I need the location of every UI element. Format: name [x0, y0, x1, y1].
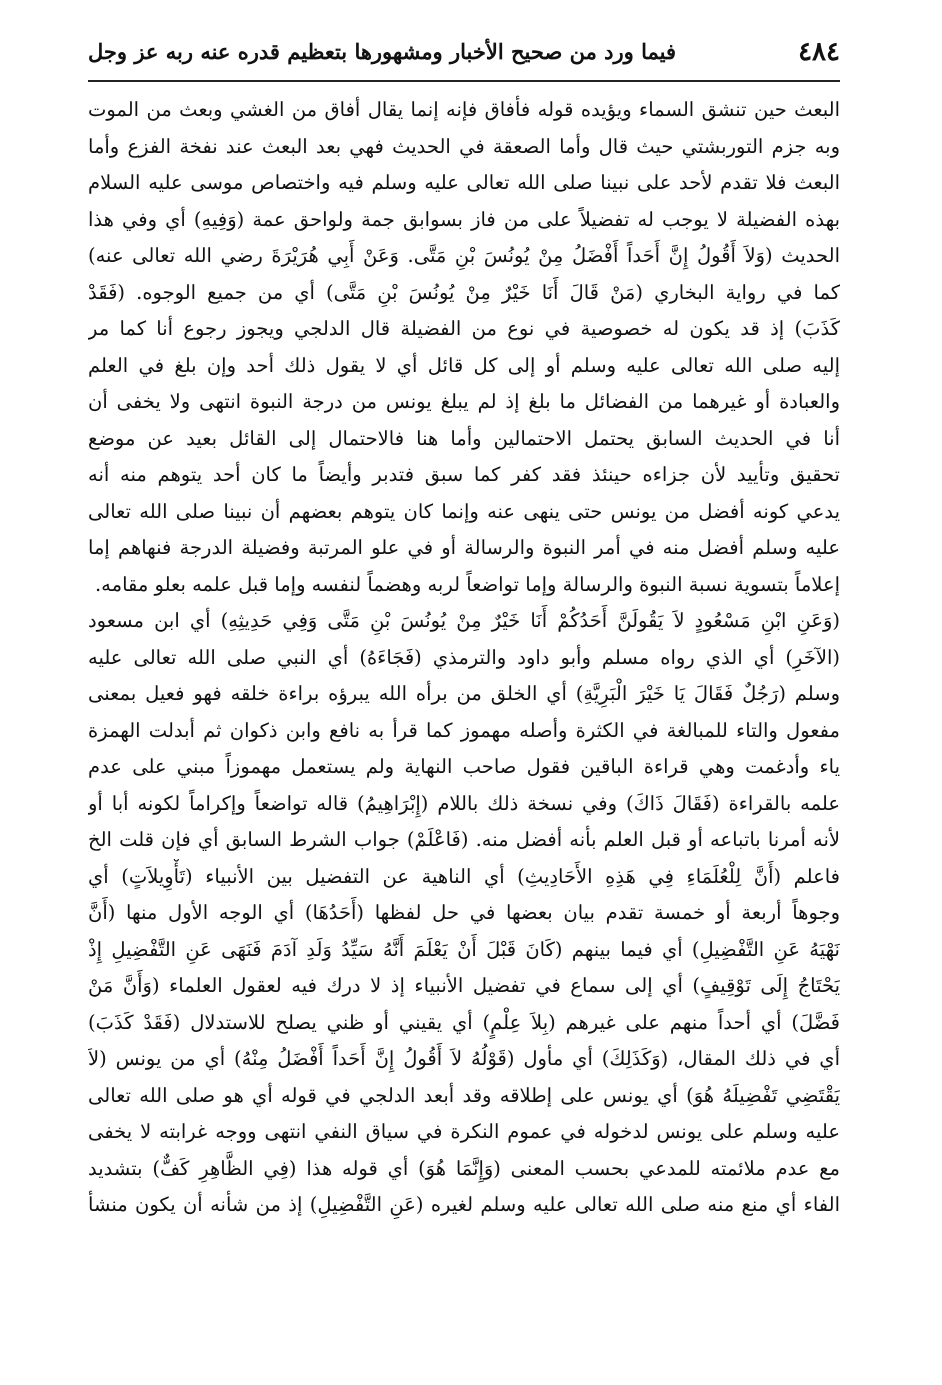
text-line: البعث حين تنشق السماء ويؤيده قوله فأفاق فإنه إنما يقال أفاق من الغشي وبعث من الموت	[88, 98, 840, 121]
text-line: كَذَبَ) إذ قد يكون له خصوصية في نوع من الفضيلة قال الدلجي ويجوز رجوع أنا كما مر	[88, 317, 840, 340]
text-line: عليه وسلم أفضل منه في أمر النبوة والرسالة أو في علو المرتبة وفضيلة الدرجة فنهاهم إما	[88, 536, 840, 559]
text-line: وبه جزم التوربشتي حيث قال وأما الصعقة في الحديث فهي بعد البعث عند نفخة الفزع وأما	[88, 134, 840, 158]
body-text	[88, 92, 840, 1224]
text-line: علمه بالقراءة (فَقَالَ ذَاكَ) وفي نسخة ذلك باللام (إِبْرَاهِيمُ) قاله تواضعاً وإكراماً لكونه أبا أو	[88, 791, 840, 815]
text-line: لأنه أمرنا باتباعه أو قبل العلم بأنه أفضل منه. (فَاعْلَمْ) جواب الشرط السابق أي فإن قلت الخ	[88, 828, 840, 851]
text-line: عليه وسلم على يونس لدخوله في عموم النكرة في سياق النفي انتهى ووجه غرابته لا يخفى	[88, 1120, 840, 1143]
text-line: أنا في الحديث السابق يحتمل الاحتمالين وأما هنا فالاحتمال إلى القائل بعيد عن موضع	[88, 426, 840, 450]
text-line: وسلم (رَجُلٌ فَقَالَ يَا خَيْرَ الْبَرِيَّةِ) أي الخلق من برأه الله يبرؤه براءة خلقه فهو فعيل بمعنى	[88, 682, 840, 705]
text-line: يَحْتَاجُ إِلَى تَوْقِيفٍ) أي إلى سماع في تفضيل الأنبياء إذ لا درك فيه لعقول العلماء (وَأَنَّ مَنْ	[88, 974, 840, 997]
text-line: أي في ذلك المقال، (وَكَذَلِكَ) أي مأول (قَوْلُهُ لاَ أَقُولُ إِنَّ أَحَداً أَفْضَلُ مِنْهُ) أي من يونس (لاَ	[88, 1047, 840, 1070]
text-line: فاعلم (أَنَّ لِلْعُلَمَاءِ فِي هَذِهِ الأَحَادِيثِ) أي الناهية عن التفضيل بين الأنبياء (تَأْوِيلاَتٍ) أي	[88, 864, 840, 888]
page-header	[88, 34, 840, 74]
text-line: والعبادة أو غيرهما من الفضائل ما بلغ إذ لم يبلغ يونس من درجة النبوة انتهى ولا يخفى أن	[88, 390, 840, 413]
page-number: ٤٨٤	[798, 37, 840, 67]
text-line: فَضَّلَ) أي أحداً منهم على غيرهم (بِلاَ عِلْمٍ) أي يقيني أو ظني يصلح للاستدلال (فَقَدْ كَذَبَ)	[88, 1010, 840, 1034]
text-line: ياء وأدغمت وهي قراءة الباقين فقول صاحب النهاية ولم يستعمل مهموزاً مبني على عدم	[88, 755, 840, 778]
text-line: (الآخَرِ) أي الذي رواه مسلم وأبو داود والترمذي (فَجَاءَهُ) أي النبي صلى الله تعالى عليه	[88, 645, 840, 669]
text-line: الحديث (وَلاَ أَقُولُ إِنَّ أَحَداً أَفْضَلُ مِنْ يُونُسَ بْنِ مَتَّى. وَعَنْ أَبِي هُرَيْرَةَ رضي الله تعالى عنه)	[88, 244, 840, 267]
text-line: تحقيق وتأييد لأن جزاءه حينئذ فقد كفر كما سبق فتدبر وأيضاً ما كان أحد يتوهم منه أنه	[88, 463, 840, 486]
text-line: بهذه الفضيلة لا يوجب له تفضيلاً على من فاز بسوابق جمة ولواحق عمة (وَفِيهِ) أي وفي هذا	[88, 207, 840, 231]
text-line: مفعول والتاء للمبالغة في الكثرة وأصله مهموز كما قرأ به نافع وابن ذكوان ثم أبدلت الهمزة	[88, 718, 840, 742]
text-line: يدعي كونه أفضل من يونس حتى ينهى عنه وإنما كان يتوهم بعضهم أن نبينا صلى الله تعالى	[88, 499, 840, 523]
text-line: إعلاماً بتسوية نسبة النبوة والرسالة وإما تواضعاً لربه وهضماً لنفسه وإما قبل علمه بعلو مقامه.	[94, 572, 840, 596]
text-line: نَهْيَهُ عَنِ التَّفْضِيلِ) أي فيما بينهم (كَانَ قَبْلَ أَنْ يَعْلَمَ أَنَّهُ سَيِّدُ وَلَدِ آدَمَ فَنَهَى عَنِ التَّفْضِيلِ إِذْ	[88, 937, 840, 961]
header-rule	[88, 80, 840, 82]
text-line: الفاء أي منع منه صلى الله تعالى عليه وسلم لغيره (عَنِ التَّفْضِيلِ) إذ من شأنه أن يكون منشأ	[88, 1193, 840, 1216]
running-title: فيما ورد من صحيح الأخبار ومشهورها بتعظيم قدره عنه ربه عز وجل	[88, 39, 676, 64]
text-line: كما في رواية البخاري (مَنْ قَالَ أَنَا خَيْرٌ مِنْ يُونُسَ بْنِ مَتَّى) أي من جميع الوجوه. (فَقَدْ	[88, 280, 840, 304]
text-line: (وَعَنِ ابْنِ مَسْعُودٍ لاَ يَقُولَنَّ أَحَدُكُمْ أَنَا خَيْرٌ مِنْ يُونُسَ بْنِ مَتَّى وَفِي حَدِيثِهِ) أي ابن مسعود	[88, 609, 840, 632]
text-line: البعث فلا تقدم لأحد على نبينا صلى الله تعالى عليه وسلم فيه واختصاص موسى عليه السلام	[88, 171, 840, 194]
text-line: مع عدم ملائمته للمدعي بحسب المعنى (وَإِنَّمَا هُوَ) أي قوله هذا (فِي الظَّاهِرِ كَفٌّ) بتشديد	[88, 1156, 840, 1180]
text-line: إليه صلى الله تعالى عليه وسلم أو إلى كل قائل أي لا يقول ذلك أحد وإن بلغ في العلم	[88, 353, 840, 377]
text-line: وجوهاً أربعة أو خمسة تقدم بيان بعضها في حل لفظها (أَحَدُهَا) أي الوجه الأول منها (أَنَّ	[88, 901, 840, 924]
text-line: يَقْتَضِي تَفْضِيلَهُ هُوَ) أي يونس على إطلاقه وقد أبعد الدلجي في قوله أي هو صلى الله تعالى	[88, 1083, 840, 1107]
